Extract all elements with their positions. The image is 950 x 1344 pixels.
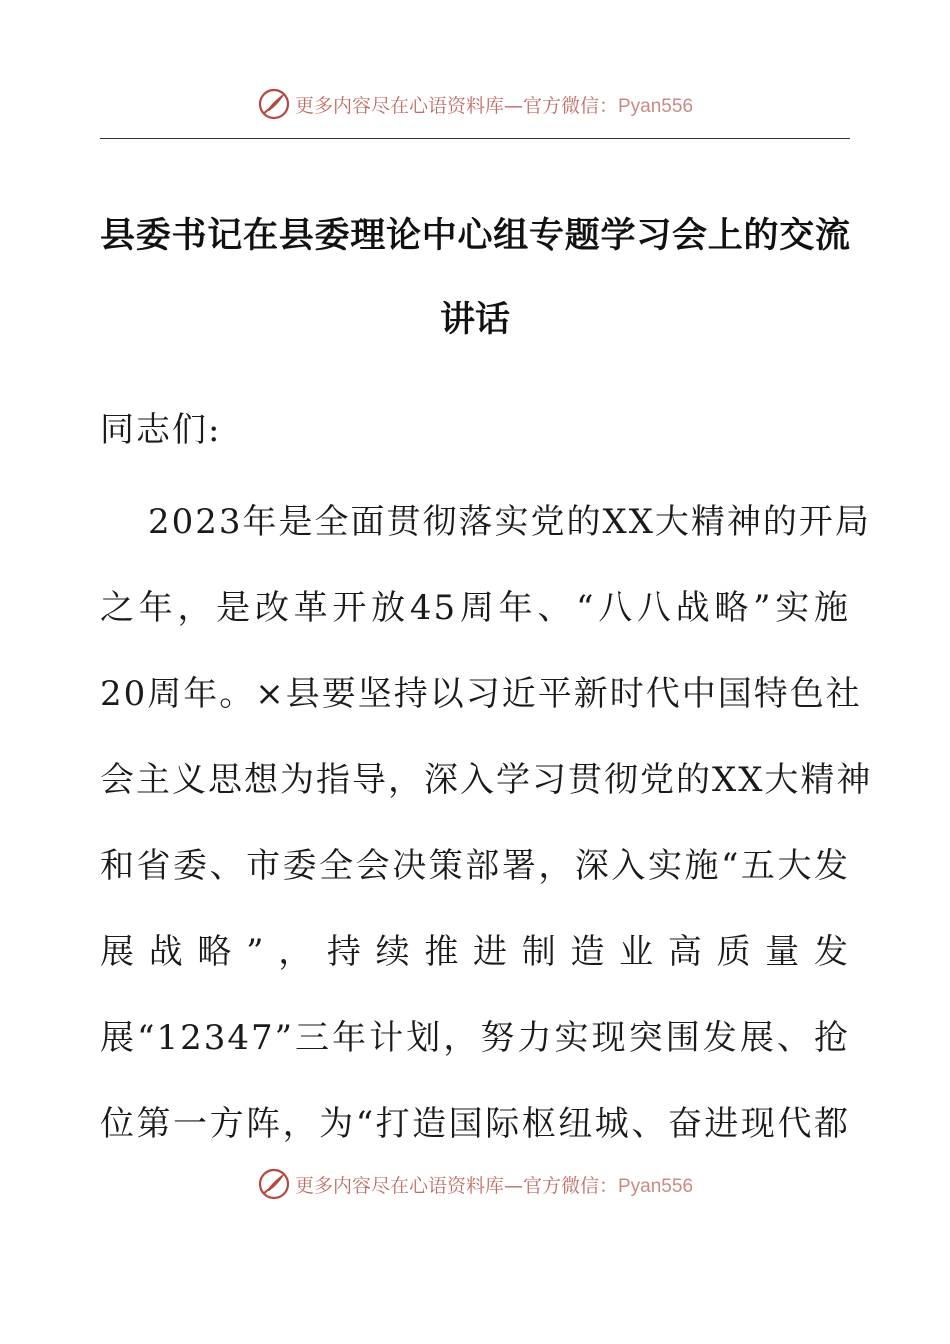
watermark-wechat-id: Pyan556 bbox=[618, 1175, 694, 1197]
paragraph-line: 和省委、市委全会决策部署，深入实施“五大发 bbox=[100, 846, 850, 886]
paragraph-line: 之年，是改革开放45周年、“八八战略”实施 bbox=[100, 588, 850, 628]
quill-logo-icon bbox=[257, 1167, 291, 1201]
paragraph-line: 会主义思想为指导，深入学习贯彻党的XX大精神 bbox=[100, 760, 873, 800]
salutation: 同志们: bbox=[100, 410, 222, 450]
watermark-text: 更多内容尽在心语资料库—官方微信：Pyan556 bbox=[294, 94, 694, 117]
paragraph-line: 2023年是全面贯彻落实党的XX大精神的开局 bbox=[148, 502, 871, 542]
paragraph-line: 展战略”，持续推进制造业高质量发 bbox=[100, 932, 850, 972]
quill-logo-icon bbox=[257, 87, 291, 121]
document-title-line-1: 县委书记在县委理论中心组专题学习会上的交流 bbox=[100, 215, 850, 256]
header-divider bbox=[100, 138, 850, 139]
paragraph-line: 位第一方阵，为“打造国际枢纽城、奋进现代都 bbox=[100, 1104, 850, 1144]
footer-watermark bbox=[0, 1164, 950, 1204]
watermark-text: 更多内容尽在心语资料库—官方微信：Pyan556 bbox=[294, 1174, 694, 1197]
document-title-line-2: 讲话 bbox=[439, 299, 510, 340]
header-watermark bbox=[0, 84, 950, 124]
watermark-wechat-id: Pyan556 bbox=[618, 95, 694, 117]
paragraph-line: 展“12347”三年计划，努力实现突围发展、抢 bbox=[100, 1018, 850, 1058]
paragraph-line: 20周年。×县要坚持以习近平新时代中国特色社 bbox=[100, 674, 862, 714]
